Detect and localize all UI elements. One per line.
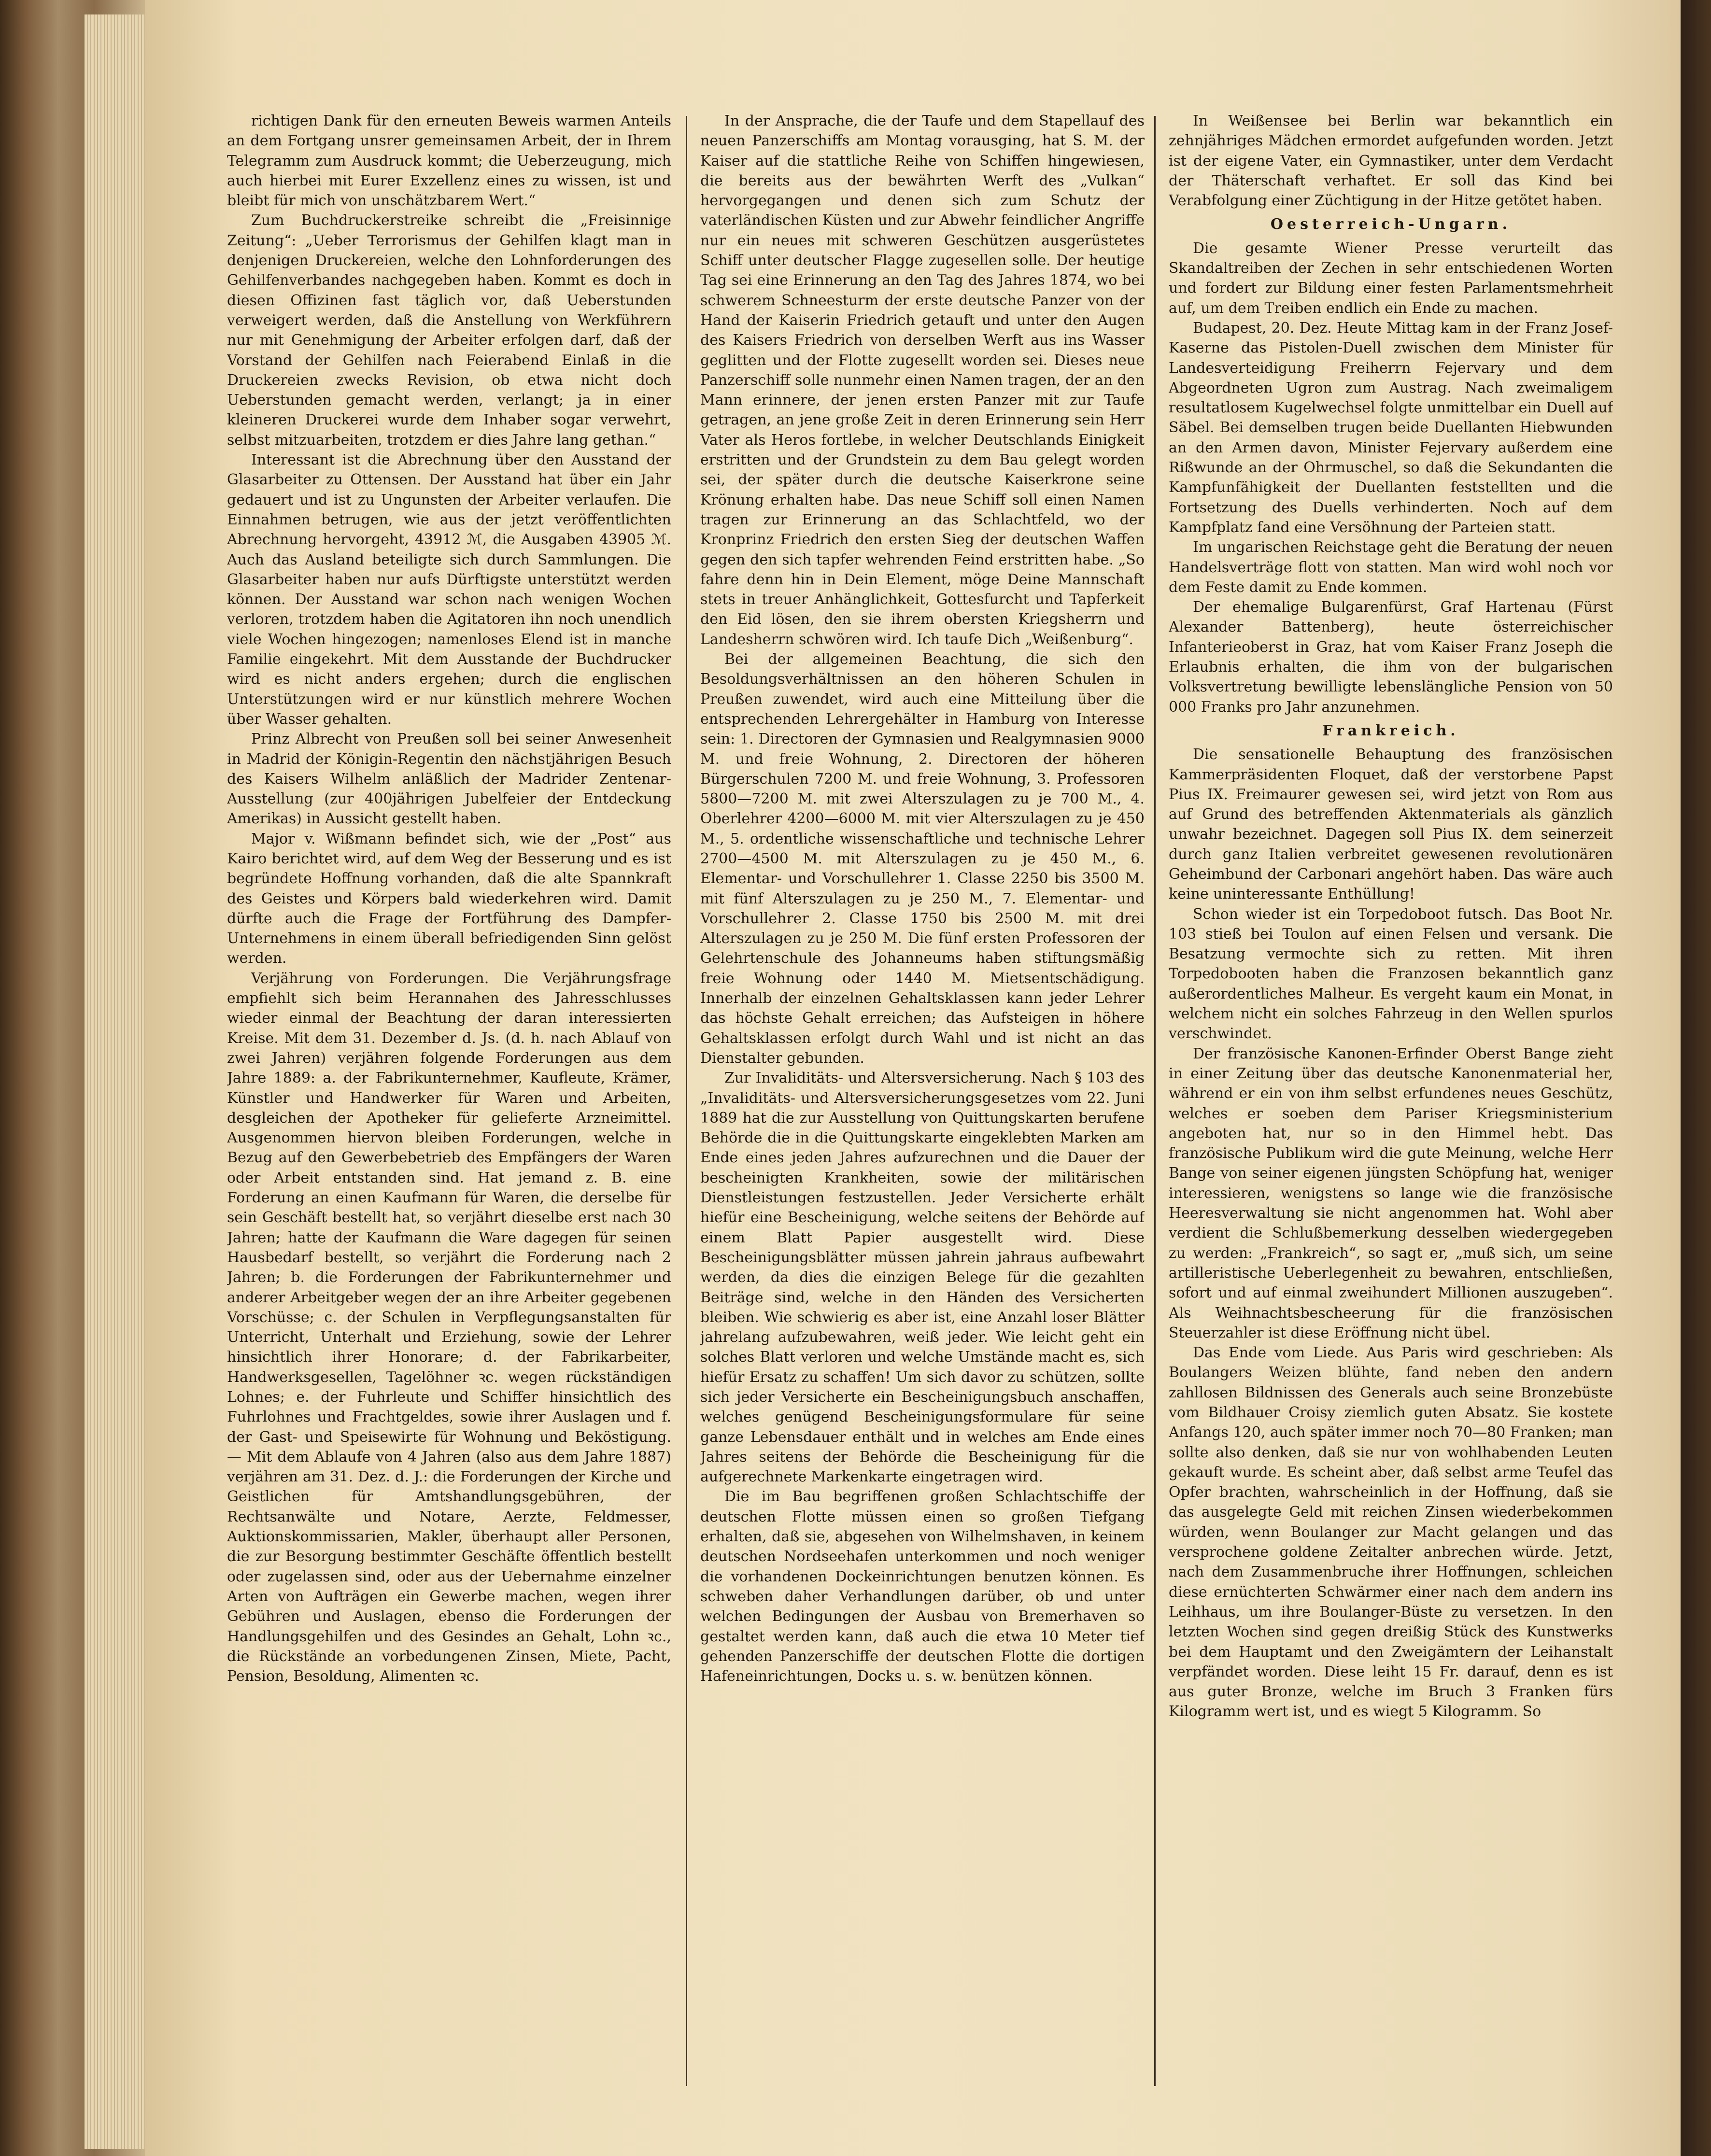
column-rule [686,116,687,2086]
paragraph: richtigen Dank für den erneuten Beweis warmen Anteils an dem Fortgang unsrer gemeinsamen Arbeit, der in Ihrem Telegramm zum Ausdruck kommt; die Ueberzeugung, mich auch hierbei mit Eurer Exzellenz eines zu wissen, ist und bleibt für mich von unschätzbarem Wert.“ [227,113,671,210]
section-heading-france: Frankreich. [1322,722,1459,739]
paragraph: Bei der allgemeinen Beachtung, die sich den Besoldungsverhältnissen an den höheren Schulen in Preußen zuwendet, wird auch eine Mitteilung über die entsprechenden Lehrergehälter in Hamburg von Interesse sein: 1. Directoren der Gymnasien und Realgymnasien 9000 M. und freie Wohnung, 2. Directoren der höheren Bürgerschulen 7200 M. und freie Wohnung, 3. Professoren 5800—7200 M. mit zwei Alterszulagen zu je 700 M., 4. Oberlehrer 4200—6000 M. mit vier Alterszulagen zu je 450 M., 5. ordentliche wissenschaftliche und technische Lehrer 2700—4500 M. mit Alterszulagen zu je 450 M., 6. Elementar- und Vorschullehrer 1. Classe 2250 bis 3500 M. mit fünf Alterszulagen zu je 250 M., 7. Elementar- und Vorschullehrer 2. Classe 1750 bis 2500 M. mit drei Alterszulagen zu je 250 M. Die fünf ersten Professoren der Gelehrtenschule des Johanneums haben stiftungsmäßig freie Wohnung oder 1440 M. Mietsentschädigung. Innerhalb der einzelnen Gehaltsklassen kann jeder Lehrer das höchste Gehalt erreichen; das Aufsteigen in höhere Gehaltsklassen erfolgt durch Wahl und ist nicht an das Dienstalter gebunden. [700,651,1145,1067]
column-middle [700,111,1145,2100]
column-left [227,111,671,2100]
next-page-edge [1681,0,1711,2156]
paragraph: Zum Buchdruckerstreike schreibt die „Freisinnige Zeitung“: „Ueber Terrorismus der Gehilfen klagt man in denjenigen Druckereien, welche den Lohnforderungen des Gehilfenverbandes nachgegeben haben. Kommt es doch in diesen Offizinen fast täglich vor, daß Ueberstunden verweigert werden, daß die Anstellung von Werkführern nur mit Genehmigung der Arbeiter erfolgen darf, daß der Vorstand der Gehilfen nach Feierabend Einlaß in die Druckereien zwecks Revision, ob etwa nicht doch Ueberstunden gemacht werden, verlangt; ja in einer kleineren Druckerei wurde dem Inhaber sogar verwehrt, selbst mitzuarbeiten, trotzdem er dies Jahre lang gethan.“ [227,212,671,449]
paragraph: Das Ende vom Liede. Aus Paris wird geschrieben: Als Boulangers Weizen blühte, fand neben den andern zahllosen Bildnissen des Generals auch seine Bronzebüste vom Bildhauer Croisy ziemlich guten Absatz. Sie kostete Anfangs 120, auch später immer noch 70—80 Franken; man sollte also denken, daß sie nur von wohlhabenden Leuten gekauft wurde. Es scheint aber, daß selbst arme Teufel das Opfer brachten, wahrscheinlich in der Hoffnung, daß sie das ausgelegte Geld mit reichen Zinsen wiederbekommen würden, wenn Boulanger zur Macht gelangen und das versprochene goldene Zeitalter anbrechen würde. Jetzt, nach dem Zusammenbruche ihrer Hoffnungen, schleichen diese ernüchterten Schwärmer einer nach dem andern ins Leihhaus, um ihre Boulanger-Büste zu versetzen. In den letzten Wochen sind gegen dreißig Stück des Kunstwerks bei dem Hauptamt und den Zweigämtern der Leihanstalt verpfändet worden. Diese leiht 15 Fr. darauf, denn es ist aus guter Bronze, welche im Bruch 3 Franken fürs Kilogramm wert ist, und es wiegt 5 Kilogramm. So [1169,1344,1613,1720]
paragraph: Interessant ist die Abrechnung über den Ausstand der Glasarbeiter zu Ottensen. Der Ausstand hat über ein Jahr gedauert und ist zu Ungunsten der Arbeiter verlaufen. Die Einnahmen betrugen, wie aus der jetzt veröffentlichten Abrechnung hervorgeht, 43912 ℳ, die Ausgaben 43905 ℳ. Auch das Ausland beteiligte sich durch Sammlungen. Die Glasarbeiter haben nur aufs Dürftigste unterstützt werden können. Der Ausstand war schon nach wenigen Wochen verloren, trotzdem haben die Agitatoren ihn noch unendlich viele Wochen hingezogen; namenloses Elend ist in manche Familie eingekehrt. Mit dem Ausstande der Buchdrucker wird es nicht anders ergehen; durch die englischen Unterstützungen wird er nur künstlich mehrere Wochen über Wasser gehalten. [227,451,671,728]
paragraph: Die gesamte Wiener Presse verurteilt das Skandaltreiben der Zechen in sehr entschiedenen Worten und fordert zur Bildung einer festen Parlamentsmehrheit auf, um dem Treiben endlich ein Ende zu machen. [1169,240,1613,317]
paragraph: Im ungarischen Reichstage geht die Beratung der neuen Handelsverträge flott von statten. Man wird wohl noch vor dem Feste damit zu Ende kommen. [1169,539,1613,596]
column-rule [1154,116,1156,2086]
paragraph: Der französische Kanonen-Erfinder Oberst Bange zieht in einer Zeitung über das deutsche Kanonenmaterial her, während er ein von ihm selbst erfundenes neues Geschütz, welches er soeben dem Pariser Kriegsministerium angeboten hat, nur so in den Himmel hebt. Das französische Publikum wird die gute Meinung, welche Herr Bange von seiner eigenen jüngsten Schöpfung hat, weniger interessieren, wenigstens so lange wie die französische Heeresverwaltung sie nicht angenommen hat. Wohl aber verdient die Schlußbemerkung desselben wiedergegeben zu werden: „Frankreich“, so sagt er, „muß sich, um seine artilleristische Ueberlegenheit zu bewahren, entschließen, sofort und auf einmal zweihundert Millionen auszugeben“. Als Weihnachtsbescheerung für die französischen Steuerzahler ist diese Eröffnung nicht übel. [1169,1045,1613,1341]
paragraph: Budapest, 20. Dez. Heute Mittag kam in der Franz Josef-Kaserne das Pistolen-Duell zwischen dem Minister für Landesverteidigung Freiherrn Fejervary und dem Abgeordneten Ugron zum Austrag. Nach zweimaligem resultatlosem Kugelwechsel folgte unmittelbar ein Duell auf Säbel. Bei demselben trugen beide Duellanten Hiebwunden an den Armen davon, Minister Fejervary außerdem eine Rißwunde an der Ohrmuschel, so daß die Sekundanten die Kampfunfähigkeit der Duellanten feststellten und die Fortsetzung des Duells verhinderten. Noch auf dem Kampfplatz fand eine Versöhnung der Parteien statt. [1169,319,1613,536]
paragraph: In der Ansprache, die der Taufe und dem Stapellauf des neuen Panzerschiffs am Montag vorausging, hat S. M. der Kaiser auf die stattliche Reihe von Schiffen hingewiesen, die bereits aus der bewährten Werft des „Vulkan“ hervorgegangen und denen sich zum Schutz der vaterländischen Küsten und zur Abwehr feindlicher Angriffe nur ein neues mit schweren Geschützen ausgerüstetes Schiff unter deutscher Flagge zugesellen solle. Der heutige Tag sei eine Erinnerung an den Tag des Jahres 1874, wo bei schwerem Schneesturm der erste deutsche Panzer von der Hand der Kaiserin Friedrich getauft und unter den Augen des Kaisers Friedrich von derselben Werft aus ins Wasser geglitten und der Flotte zugesellt worden sei. Dieses neue Panzerschiff solle nunmehr einen Namen tragen, der an den Mann erinnere, der jenen ersten Panzer mit zur Taufe getragen, an jene große Zeit in deren Erinnerung sein Herr Vater als Heros fortlebe, in welcher Deutschlands Einigkeit erstritten und der Grundstein zu dem Bau gelegt worden sei, der später durch die deutsche Kaiserkrone seine Krönung erhalten habe. Das neue Schiff soll einen Namen tragen zur Erinnerung an das Schlachtfeld, wo der Kronprinz Friedrich den ersten Sieg der deutschen Waffen gegen den sich tapfer wehrenden Feind erstritten habe. „So fahre denn hin in Dein Element, möge Deine Mannschaft stets in treuer Anhänglichkeit, Gottesfurcht und Tapferkeit den Eid lösen, den sie ihrem obersten Kriegsherrn und Landesherrn schwören wird. Ich taufe Dich „Weißenburg“. [700,113,1145,648]
paragraph: Prinz Albrecht von Preußen soll bei seiner Anwesenheit in Madrid der Königin-Regentin den nächstjährigen Besuch des Kaisers Wilhelm anläßlich der Madrider Zentenar-Ausstellung (zur 400jährigen Jubelfeier der Entdeckung Amerikas) in Aussicht gestellt haben. [227,731,671,828]
section-heading-austria: Oesterreich-Ungarn. [1270,216,1512,233]
column-right [1169,111,1613,2100]
paragraph: Zur Invaliditäts- und Altersversicherung. Nach § 103 des „Invaliditäts- und Altersversicherungsgesetzes vom 22. Juni 1889 hat die zur Ausstellung von Quittungskarten berufene Behörde die in die Quittungskarte eingeklebten Marken am Ende eines jeden Jahres aufzurechnen und die Dauer der bescheinigten Krankheiten, sowie der militärischen Dienstleistungen festzustellen. Jeder Versicherte erhält hiefür eine Bescheinigung, welche seitens der Behörde auf einem Blatt Papier ausgestellt wird. Diese Bescheinigungsblätter müssen jahrein jahraus aufbewahrt werden, da dies die einzigen Belege für die gezahlten Beiträge sind, welche in den Händen des Versicherten bleiben. Wie schwierig es aber ist, eine Anzahl loser Blätter jahrelang aufzubewahren, weiß jeder. Wie leicht geht ein solches Blatt verloren und welche Umstände macht es, sich hiefür Ersatz zu schaffen! Um sich davor zu schützen, sollte sich jeder Versicherte ein Bescheinigungsbuch anschaffen, welches genügend Bescheinigungsformulare für seine ganze Lebensdauer enthält und in welches am Ende eines Jahres seitens der Behörde die Bescheinigung für die aufgerechnete Markenkarte eingetragen wird. [700,1070,1145,1486]
paragraph: Der ehemalige Bulgarenfürst, Graf Hartenau (Fürst Alexander Battenberg), heute österreichischer Infanterieoberst in Graz, hat vom Kaiser Franz Joseph die Erlaubnis erhalten, die ihm von der bulgarischen Volksvertretung bewilligte lebenslängliche Pension von 50 000 Franks pro Jahr anzunehmen. [1169,599,1613,716]
paragraph: Verjährung von Forderungen. Die Verjährungsfrage empfiehlt sich beim Herannahen des Jahresschlusses wieder einmal der Beachtung der daran interessierten Kreise. Mit dem 31. Dezember d. Js. (d. h. nach Ablauf von zwei Jahren) verjähren folgende Forderungen aus dem Jahre 1889: a. der Fabrikunternehmer, Kaufleute, Krämer, Künstler und Handwerker für Waren und Arbeiten, desgleichen der Apotheker für gelieferte Arzneimittel. Ausgenommen hiervon bleiben Forderungen, welche in Bezug auf den Gewerbebetrieb des Empfängers der Waren oder Arbeit entstanden sind. Hat jemand z. B. eine Forderung an einen Kaufmann für Waren, die derselbe für sein Geschäft bestellt hat, so verjährt dieselbe erst nach 30 Jahren; hatte der Kaufmann die Ware dagegen für seinen Hausbedarf bestellt, so verjährt die Forderung nach 2 Jahren; b. die Forderungen der Fabrikunternehmer und anderer Arbeitgeber wegen der an ihre Arbeiter gegebenen Vorschüsse; c. der Schulen in Verpflegungsanstalten für Unterricht, Unterhalt und Erziehung, sowie der Lehrer hinsichtlich ihrer Honorare; d. der Fabrikarbeiter, Handwerksgesellen, Tagelöhner ꝛc. wegen rückständigen Lohnes; e. der Fuhrleute und Schiffer hinsichtlich des Fuhrlohnes und Frachtgeldes, sowie ihrer Auslagen und f. der Gast- und Speisewirte für Wohnung und Beköstigung. — Mit dem Ablaufe von 4 Jahren (also aus dem Jahre 1887) verjähren am 31. Dez. d. J.: die Forderungen der Kirche und Geistlichen für Amtshandlungsgebühren, der Rechtsanwälte und Notare, Aerzte, Feldmesser, Auktionskommissarien, Makler, überhaupt aller Personen, die zur Besorgung bestimmter Geschäfte öffentlich bestellt oder zugelassen sind, oder aus der Uebernahme einzelner Arten von Aufträgen ein Gewerbe machen, wegen ihrer Gebühren und Auslagen, ebenso die Forderungen der Handlungsgehilfen und des Gesindes an Gehalt, Lohn ꝛc., die Rückstände an vorbedungenen Zinsen, Miete, Pacht, Pension, Besoldung, Alimenten ꝛc. [227,970,671,1685]
paragraph: In Weißensee bei Berlin war bekanntlich ein zehnjähriges Mädchen ermordet aufgefunden worden. Jetzt ist der eigene Vater, ein Gymnastiker, unter dem Verdacht der Thäterschaft verhaftet. Er soll das Kind bei Verabfolgung einer Züchtigung in der Hitze getötet haben. [1169,113,1613,210]
paragraph: Die sensationelle Behauptung des französischen Kammerpräsidenten Floquet, daß der verstorbene Papst Pius IX. Freimaurer gewesen sei, wird jetzt von Rom aus auf Grund des betreffenden Aktenmaterials als gänzlich unwahr bezeichnet. Dagegen soll Pius IX. dem seinerzeit durch ganz Italien verbreitet gewesenen revolutionären Geheimbund der Carbonari angehört haben. Das wäre auch keine uninteressante Enthüllung! [1169,746,1613,903]
paragraph: Schon wieder ist ein Torpedoboot futsch. Das Boot Nr. 103 stieß bei Toulon auf einen Felsen und versank. Die Besatzung vermochte sich zu retten. Mit ihren Torpedobooten haben die Franzosen bekanntlich ganz außerordentliches Malheur. Es vergeht kaum ein Monat, in welchem nicht ein solches Fahrzeug in den Wellen spurlos verschwindet. [1169,905,1613,1043]
paragraph: Die im Bau begriffenen großen Schlachtschiffe der deutschen Flotte müssen einen so großen Tiefgang erhalten, daß sie, abgesehen von Wilhelmshaven, in keinem deutschen Nordseehafen unterkommen und noch weniger die vorhandenen Dockeinrichtungen benutzen können. Es schweben daher Verhandlungen darüber, ob und unter welchen Bedingungen der Ausbau von Bremerhaven so gestaltet werden kann, daß auch die etwa 10 Meter tief gehenden Panzerschiffe der deutschen Flotte die dortigen Hafeneinrichtungen, Docks u. s. w. benützen können. [700,1488,1145,1685]
paragraph: Major v. Wißmann befindet sich, wie der „Post“ aus Kairo berichtet wird, auf dem Weg der Besserung und es ist begründete Hoffnung vorhanden, daß die alte Spannkraft des Geistes und Körpers bald wiederkehren wird. Damit dürfte auch die Frage der Fortführung des Dampfer-Unternehmens in einem überall befriedigenden Sinn gelöst werden. [227,830,671,967]
